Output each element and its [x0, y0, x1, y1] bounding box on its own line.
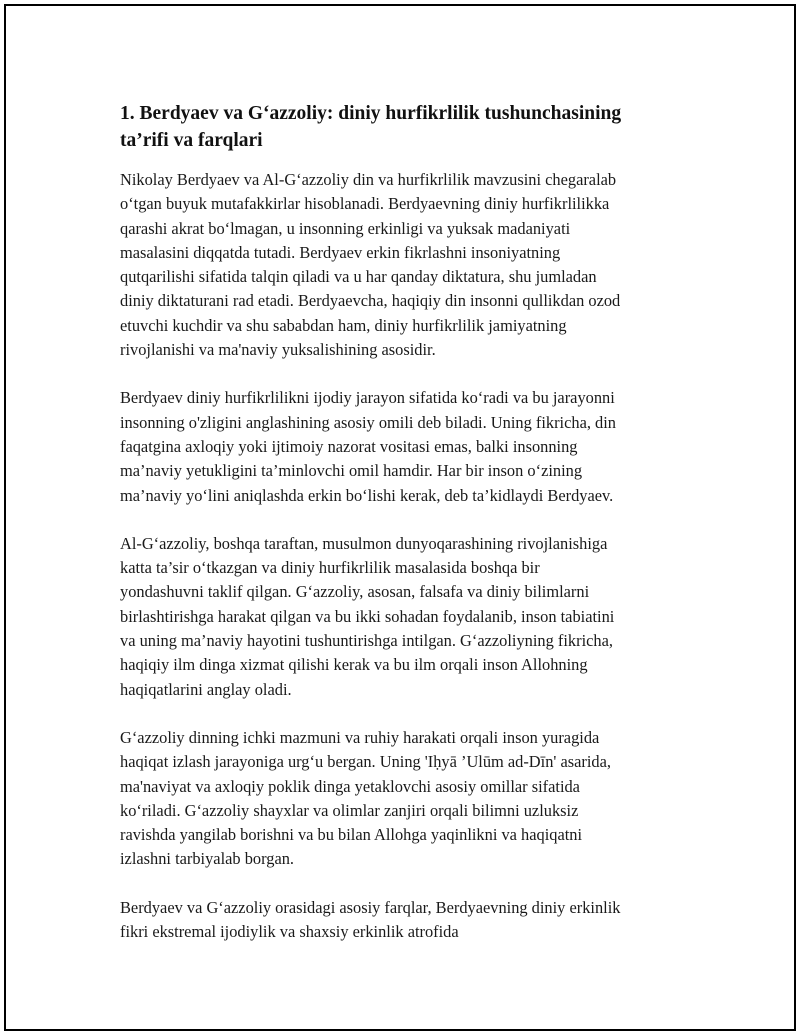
paragraph-3: Al-G‘azzoliy, boshqa taraftan, musulmon dunyoqarashining rivojlanishiga katta ta’sir o‘tkazgan va diniy hurfikrlilik masalasida boshqa bir yondashuvni taklif qilgan. G‘azzoliy, asosan, falsafa va diniy bilimlarni birlashtirishga harakat qilgan va bu ikki sohadan foydalanib, inson tabiatini va uning ma’naviy hayotini tushuntirishga intilgan. G‘azzoliyning fikricha, haqiqiy ilm dinga xizmat qilishi kerak va bu ilm orqali inson Allohning haqiqatlarini anglay oladi. [120, 533, 615, 699]
paragraph-4: G‘azzoliy dinning ichki mazmuni va ruhiy harakati orqali inson yuragida haqiqat izlash jarayoniga urg‘u bergan. Uning 'Iḥyā ’Ulūm ad-Dīn' asarida, ma'naviyat va axloqiy poklik dinga yetaklovchi asosiy omillar sifatida ko‘riladi. G‘azzoliy shayxlar va olimlar zanjiri orqali bilimni uzluksiz ravishda yangilab borishni va bu bilan Allohga yaqinlikni va haqiqatni izlashni tarbiyalab borgan. [120, 727, 611, 869]
paragraph-5: Berdyaev va G‘azzoliy orasidagi asosiy farqlar, Berdyaevning diniy erkinlik fikri ekstremal ijodiylik va shaxsiy erkinlik atrofida [120, 897, 621, 942]
section-heading: 1. Berdyaev va G‘azzoliy: diniy hurfikrlilik tushunchasining ta’rifi va farqlari [120, 103, 622, 151]
document-body [120, 100, 695, 968]
paragraph-2: Berdyaev diniy hurfikrlilikni ijodiy jarayon sifatida ko‘radi va bu jarayonni insonning o'zligini anglashining asosiy omili deb biladi. Uning fikricha, din faqatgina axloqiy yoki ijtimoiy nazorat vositasi emas, balki insonning ma’naviy yetukligini ta’minlovchi omil hamdir. Har bir inson o‘zining ma’naviy yo‘lini aniqlashda erkin bo‘lishi kerak, deb ta’kidlaydi Berdyaev. [120, 388, 616, 505]
paragraph-1: Nikolay Berdyaev va Al-G‘azzoliy din va hurfikrlilik mavzusini chegaralab o‘tgan buyuk mutafakkirlar hisoblanadi. Berdyaevning diniy hurfikrlilikka qarashi akrat bo‘lmagan, u insonning erkinligi va yuksak madaniyati masalasini diqqatda tutadi. Berdyaev erkin fikrlashni insoniyatning qutqarilishi sifatida talqin qiladi va u har qanday diktatura, shu jumladan diniy diktaturani rad etadi. Berdyaevcha, haqiqiy din insonni qullikdan ozod etuvchi kuchdir va shu sababdan ham, diniy hurfikrlilik jamiyatning rivojlanishi va ma'naviy yuksalishining asosidir. [120, 170, 621, 360]
page-frame [4, 4, 796, 1031]
